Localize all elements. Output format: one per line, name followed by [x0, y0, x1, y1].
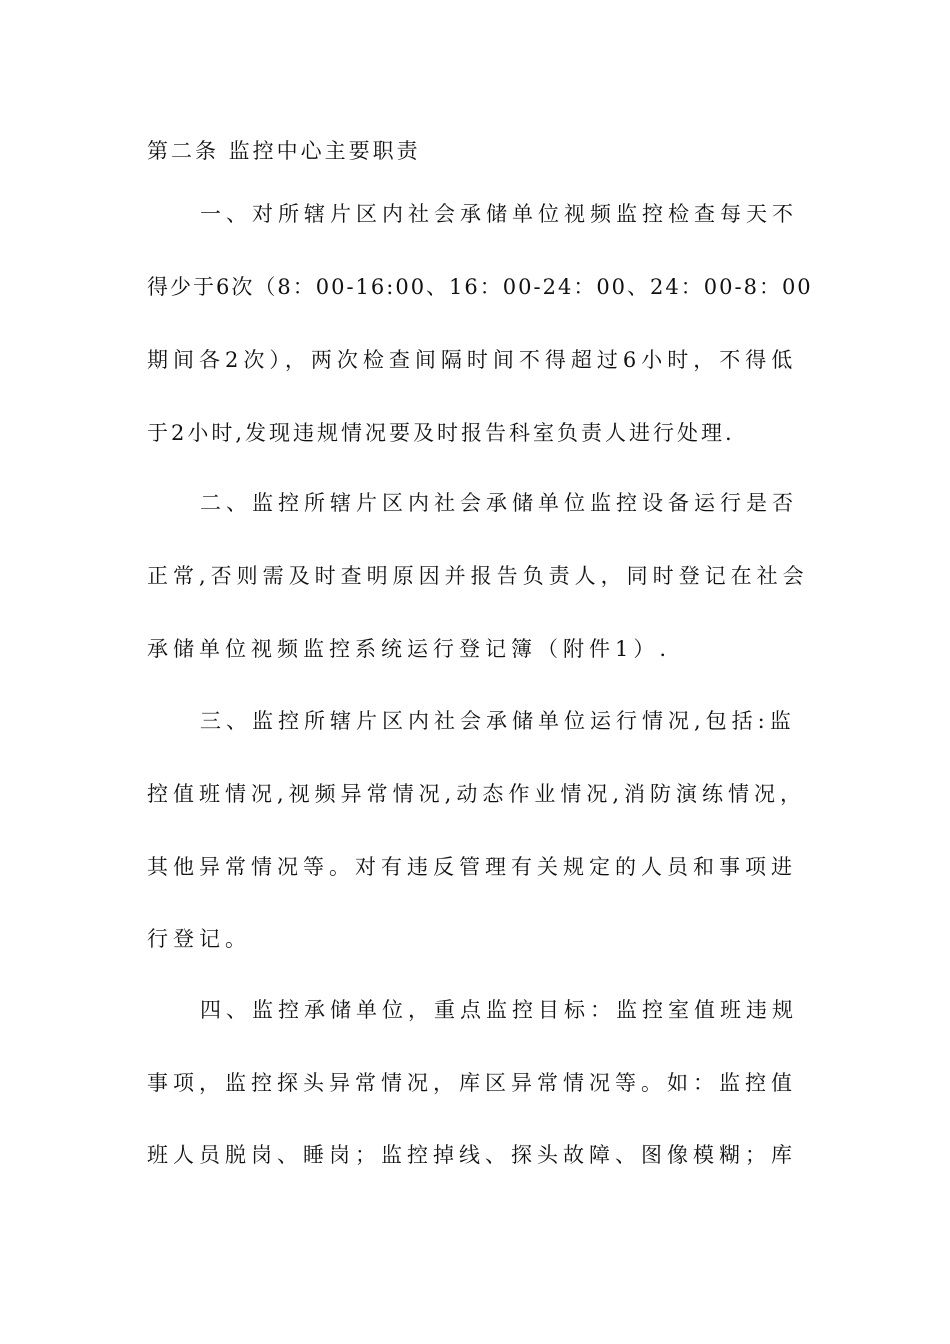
paragraph-4-line-1: 四、监控承储单位，重点监控目标：监控室值班违规	[200, 998, 798, 1022]
paragraph-3-line-1: 三、监控所辖片区内社会承储单位运行情况,包括:监	[200, 709, 796, 733]
paragraph-1-line-2: 得少于6次（8：00-16:00、16：00-24：00、24：00-8：00	[147, 275, 813, 299]
paragraph-3-line-2: 控值班情况,视频异常情况,动态作业情况,消防演练情况，	[147, 782, 807, 806]
paragraph-1-line-3: 期间各2次），两次检查间隔时间不得超过6小时，不得低	[147, 348, 798, 372]
paragraph-2-line-1: 二、监控所辖片区内社会承储单位监控设备运行是否	[200, 491, 798, 515]
paragraph-3-line-3: 其他异常情况等。对有违反管理有关规定的人员和事项进	[147, 855, 797, 879]
paragraph-3-line-4: 行登记。	[147, 927, 251, 951]
article-heading: 第二条 监控中心主要职责	[147, 139, 421, 163]
paragraph-4-line-2: 事项，监控探头异常情况，库区异常情况等。如：监控值	[147, 1071, 797, 1095]
paragraph-1-line-1: 一、对所辖片区内社会承储单位视频监控检查每天不	[200, 202, 798, 226]
paragraph-1-line-4: 于2小时,发现违规情况要及时报告科室负责人进行处理.	[147, 421, 735, 445]
paragraph-2-line-2: 正常,否则需及时查明原因并报告负责人，同时登记在社会	[147, 564, 809, 588]
paragraph-4-line-3: 班人员脱岗、睡岗；监控掉线、探头故障、图像模糊；库	[147, 1143, 797, 1167]
paragraph-2-line-3: 承储单位视频监控系统运行登记簿（附件1）.	[147, 637, 672, 661]
